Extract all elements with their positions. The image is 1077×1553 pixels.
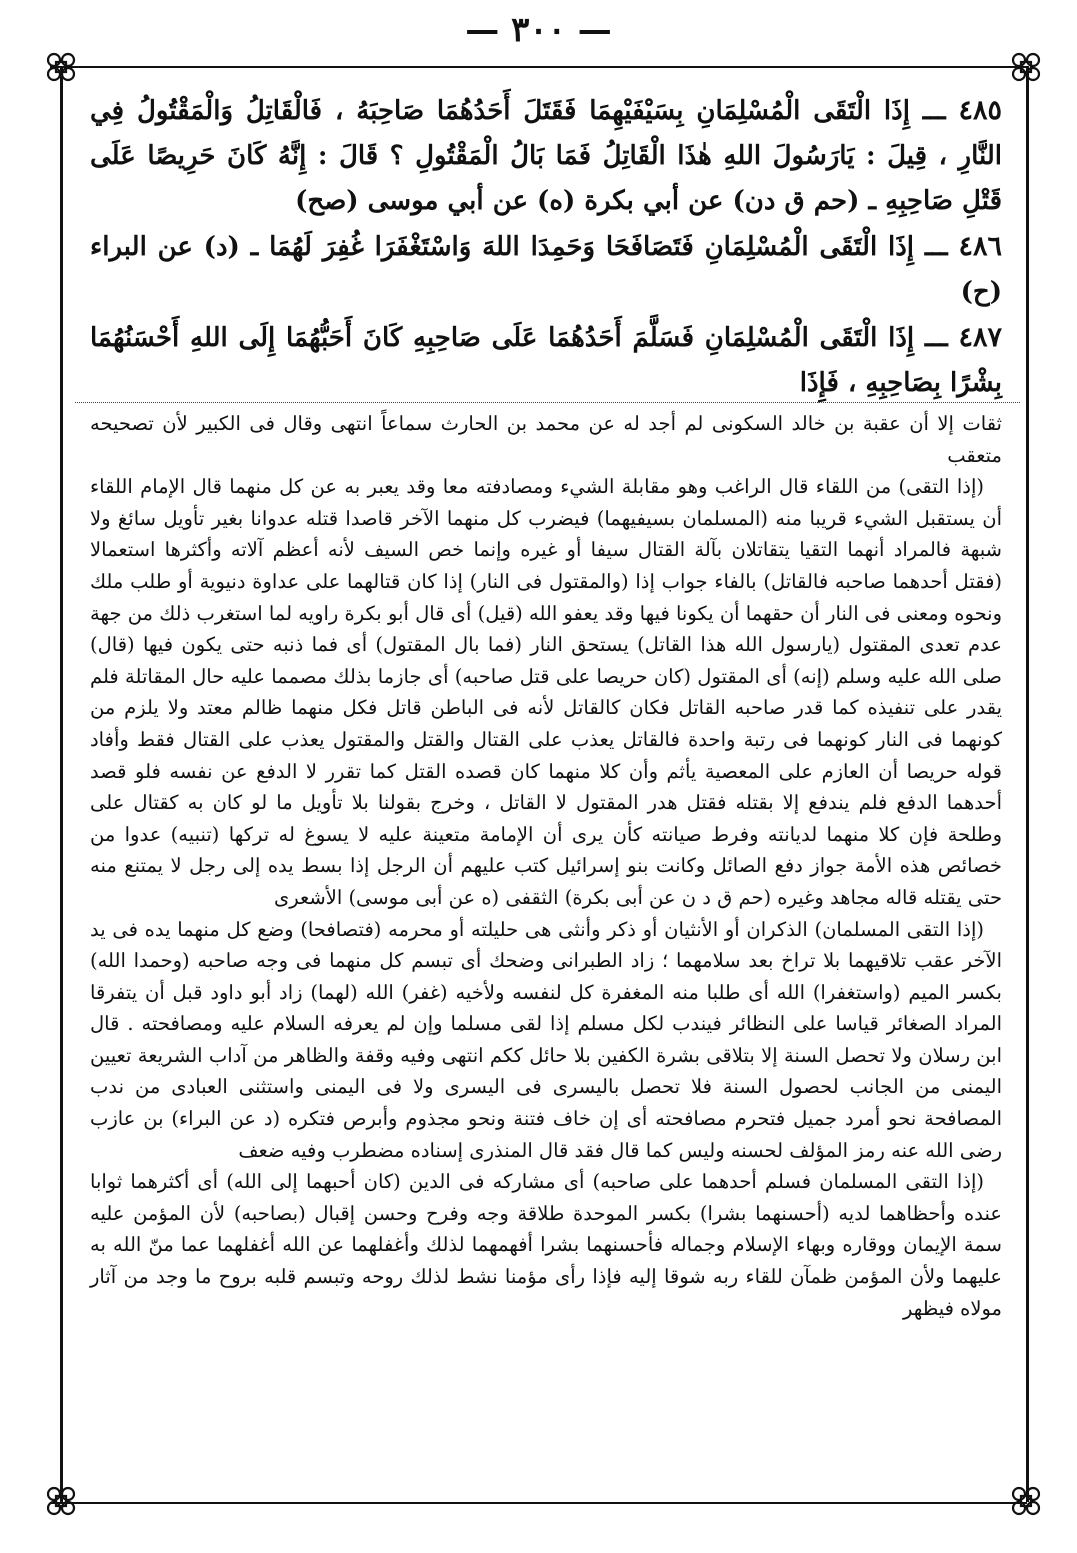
hadith-number: ٤٨٧ [958, 322, 1002, 353]
commentary-paragraph: (إذا التقى) من اللقاء قال الراغب وهو مقابلة الشيء ومصادفته معا وقد يعبر به عن كل منهما قال الإمام اللقاء أن يستقبل الشيء قريبا منه (المسلمان بسيفيهما) فيضرب كل منهما الآخر قاصدا قتله عدوانا بغير تأويل سائغ ولا شبهة فالمراد أنهما التقيا يتقاتلان بآلة القتال سيفا أو غيره وإنما خص السيف لأنه أعظم آلاته وأكثرها استعمالا (فقتل أحدهما صاحبه فالقاتل) بالفاء جواب إذا (والمقتول فى النار) إذا كان قتالهما على عداوة دنيوية أو طلب ملك ونحوه ومعنى فى النار أن حقهما أن يكونا فيها وقد يعفو الله (قيل) أى قال أبو بكرة راويه لما استغرب ذلك من جهة عدم تعدى المقتول (يارسول الله هذا القاتل) يستحق النار (فما بال المقتول) أى فما ذنبه حتى يكون فيها (قال) صلى الله عليه وسلم (إنه) أى المقتول (كان حريصا على قتل صاحبه) أى جازما بذلك مصمما عليه حال المقاتلة فلم يقدر على تنفيذه كما قدر صاحبه القاتل فكان كالقاتل لأنه فى الباطن قاتل فكل منهما ظالم معتد ولا يلزم من كونهما فى النار كونهما فى رتبة واحدة فالقاتل يعذب على القتال والقتل والمقتول يعذب على القتال فقط وأفاد قوله حريصا أن العازم على المعصية يأثم وأن كلا منهما كان قصده القتل كما تقرر لا الدفع عن نفسه فلو قصد أحدهما الدفع فلم يندفع إلا بقتله فقتل هدر المقتول لا القاتل ، وخرج بقولنا بلا تأويل ما لو كان به كقتال على وطلحة فإن كلا منهما لديانته وفرط صيانته كأن يرى أن الإمامة متعينة عليه لا يسوغ له تركها (تنبيه) عدوا من خصائص هذه الأمة جواز دفع الصائل وكانت بنو إسرائيل كتب عليهم أن الرجل إذا بسط يده إلى رجل لا يمتنع منه حتى يقتله قاله مجاهد وغيره (حم ق د ن عن أبى بكرة) الثقفى (ه عن أبى موسى) الأشعرى [90, 475, 1002, 909]
frame-border-top [50, 66, 1027, 68]
hadith-entry: ٤٨٧ ـــ إِذَا الْتَقَى الْمُسْلِمَانِ فَسَلَّمَ أَحَدُهُمَا عَلَى صَاحِبِهِ كَانَ أَحَبُّهُمَا إِلَى اللهِ أَحْسَنُهُمَا بِشْرًا بِصَاحِبِهِ ، فَإِذَا [90, 322, 1002, 398]
frame-border-left [60, 66, 63, 1502]
hadith-text: إِذَا الْتَقَى الْمُسْلِمَانِ فَسَلَّمَ أَحَدُهُمَا عَلَى صَاحِبِهِ كَانَ أَحَبُّهُمَا إِلَى اللهِ أَحْسَنُهُمَا بِشْرًا بِصَاحِبِهِ ، فَإِذَا [90, 323, 1002, 398]
hadith-entry: ٤٨٥ ـــ إِذَا الْتَقَى الْمُسْلِمَانِ بِسَيْفَيْهِمَا فَقَتَلَ أَحَدُهُمَا صَاحِبَهُ ، فَالْقَاتِلُ وَالْمَقْتُولُ فِي النَّارِ ، قِيلَ : يَارَسُولَ اللهِ هٰذَا الْقَاتِلُ فَمَا بَالُ الْمَقْتُولِ ؟ قَالَ : إِنَّهُ كَانَ حَرِيصًا عَلَى قَتْلِ صَاحِبِهِ ـ (حم ق دن) عن أبي بكرة (ه) عن أبي موسى (صح) [90, 95, 1002, 216]
hadith-number: ٤٨٥ [958, 95, 1002, 126]
hadith-text-block [90, 88, 1002, 406]
commentary-block [90, 408, 1002, 1324]
commentary-paragraph: (إذا التقى المسلمان) الذكران أو الأنثيان أو ذكر وأنثى هى حليلته أو محرمه (فتصافحا) وضع كل منهما يده فى يد الآخر عقب تلاقيهما بلا تراخ بعد سلامهما ؛ زاد الطبرانى وضحك أى تبسم كل منهما فى وجه صاحبه (وحمدا الله) بكسر الميم (واستغفرا) الله أى طلبا منه المغفرة كل لنفسه ولأخيه (غفر) الله (لهما) زاد أبو داود قبل أن يتفرقا المراد الصغائر قياسا على النظائر فيندب لكل مسلم إذا لقى مسلما وإن لم يعرفه السلام عليه ومصافحته . قال ابن رسلان ولا تحصل السنة إلا بتلاقى بشرة الكفين بلا حائل ككم انتهى وفيه وقفة والظاهر من آداب الشريعة تعيين اليمنى من الجانب لحصول السنة فلا تحصل باليسرى فى اليسرى ولا فى اليمنى واستثنى العبادى من ندب المصافحة نحو أمرد جميل فتحرم مصافحته أى إن خاف فتنة ونحو مجذوم وأبرص فتكره (د عن البراء) بن عازب رضى الله عنه رمز المؤلف لحسنه وليس كما قال فقد قال المنذرى إسناده مضطرب وفيه ضعف [90, 917, 1002, 1162]
frame-border-bottom [50, 1502, 1027, 1504]
corner-ornament-icon [1009, 1484, 1043, 1518]
corner-ornament-icon [44, 1484, 78, 1518]
page-number: — ٣٠٠ — [465, 10, 612, 50]
commentary-paragraph: (إذا التقى المسلمان فسلم أحدهما على صاحبه) أى مشاركه فى الدين (كان أحبهما إلى الله) أى أكثرهما ثوابا عنده وأحظاهما لديه (أحسنهما بشرا) بكسر الموحدة طلاقة وجه وفرح وحسن إقبال (بصاحبه) لأن المؤمن عليه سمة الإيمان ووقاره وبهاء الإسلام وجماله فأحسنهما بشرا أفهمهما لذلك وأغفلهما عن الله أغفلهما عما منّ الله به عليهما ولأن المؤمن ظمآن للقاء ربه شوقا إليه فإذا رأى مؤمنا نشط لذلك روحه وتبسم قلبه بروح ما وجد من آثار مولاه فيظهر [90, 1170, 1002, 1320]
hadith-text: إِذَا الْتَقَى الْمُسْلِمَانِ فَتَصَافَحَا وَحَمِدَا اللهَ وَاسْتَغْفَرَا غُفِرَ لَهُمَا ـ (د) عن البراء (ح) [90, 232, 1002, 307]
commentary-paragraph: ثقات إلا أن عقبة بن خالد السكونى لم أجد له عن محمد بن الحارث سماعاً انتهى وقال فى الكبير لأن تصحيحه متعقب [90, 412, 1002, 467]
hadith-number: ٤٨٦ [958, 231, 1002, 262]
frame-border-right [1026, 66, 1029, 1502]
section-divider [75, 402, 1020, 403]
corner-ornament-icon [44, 50, 78, 84]
hadith-text: إِذَا الْتَقَى الْمُسْلِمَانِ بِسَيْفَيْهِمَا فَقَتَلَ أَحَدُهُمَا صَاحِبَهُ ، فَالْقَاتِلُ وَالْمَقْتُولُ فِي النَّارِ ، قِيلَ : يَارَسُولَ اللهِ هٰذَا الْقَاتِلُ فَمَا بَالُ الْمَقْتُولِ ؟ قَالَ : إِنَّهُ كَانَ حَرِيصًا عَلَى قَتْلِ صَاحِبِهِ ـ (حم ق دن) عن أبي بكرة (ه) عن أبي موسى (صح) [90, 96, 1002, 216]
hadith-entry: ٤٨٦ ـــ إِذَا الْتَقَى الْمُسْلِمَانِ فَتَصَافَحَا وَحَمِدَا اللهَ وَاسْتَغْفَرَا غُفِرَ لَهُمَا ـ (د) عن البراء (ح) [90, 231, 1002, 307]
corner-ornament-icon [1009, 50, 1043, 84]
